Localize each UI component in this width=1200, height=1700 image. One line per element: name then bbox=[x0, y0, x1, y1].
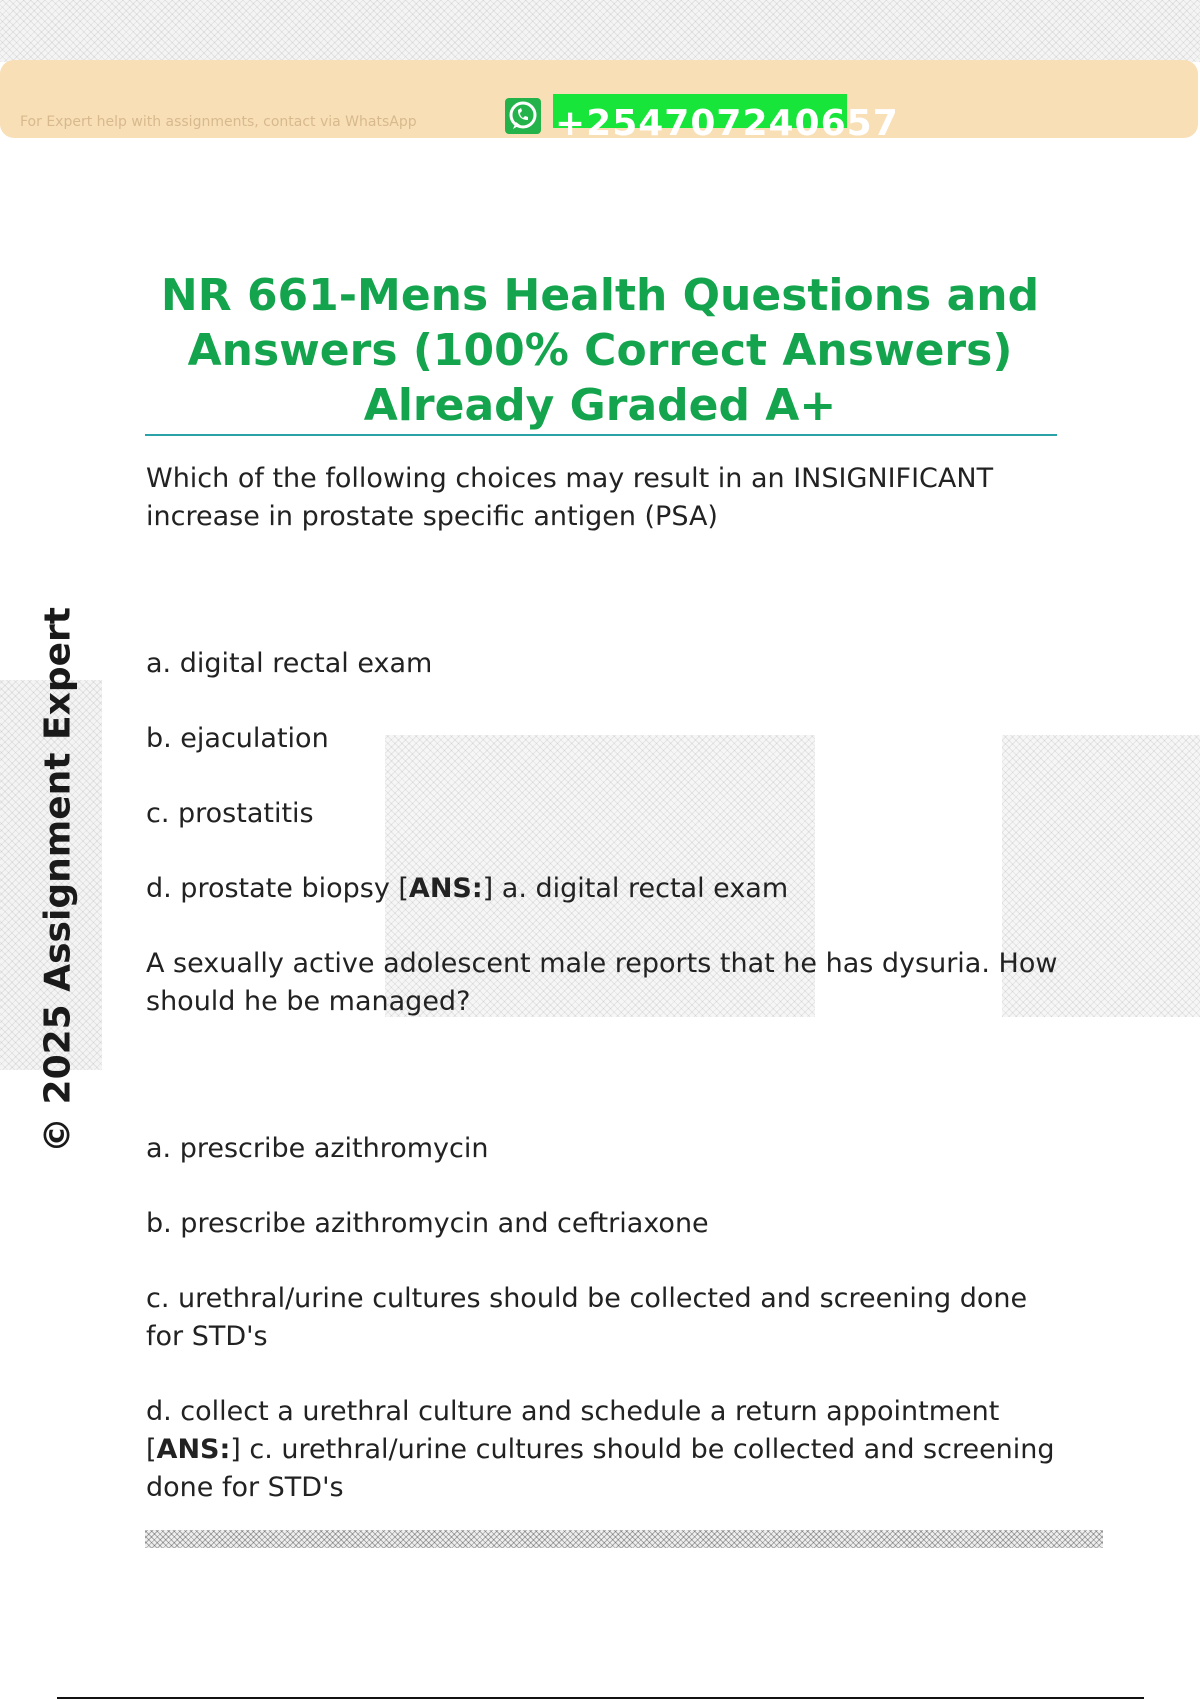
title-divider bbox=[145, 434, 1057, 436]
footer-rule bbox=[57, 1697, 1144, 1699]
question-2-prompt: A sexually active adolescent male reports that he has dysuria. How should he be managed? bbox=[146, 948, 1058, 1017]
question-1-prompt: Which of the following choices may result in an INSIGNIFICANT increase in prostate specific antigen (PSA) bbox=[146, 463, 994, 532]
question-2-option-b: b. prescribe azithromycin and ceftriaxone bbox=[146, 1208, 709, 1239]
question-2-option-d: d. collect a urethral culture and schedule a return appointment bbox=[146, 1396, 1000, 1427]
document-title: NR 661-Mens Health Questions and Answers (100% Correct Answers) Already Graded A+ bbox=[160, 270, 1040, 431]
question-2-option-c: c. urethral/urine cultures should be collected and screening done for STD's bbox=[146, 1283, 1028, 1352]
question-2-option-a: a. prescribe azithromycin bbox=[146, 1133, 489, 1164]
bottom-hatch-divider bbox=[145, 1530, 1103, 1548]
question-2-option-d-with-answer: d. collect a urethral culture and schedule a return appointment [ANS:] c. urethral/urine cultures should be collected and screening done for STD's bbox=[146, 1396, 1055, 1503]
question-1-option-a: a. digital rectal exam bbox=[146, 648, 433, 679]
copyright-watermark: © 2025 Assignment Expert bbox=[37, 607, 79, 1153]
phone-number-box[interactable] bbox=[553, 94, 899, 144]
question-2-answer: c. urethral/urine cultures should be collected and screening done for STD's bbox=[146, 1434, 1055, 1503]
question-1-option-c: c. prostatitis bbox=[146, 798, 314, 829]
answer-tag: ANS: bbox=[156, 1434, 231, 1465]
answer-tag: ANS: bbox=[408, 873, 483, 904]
question-1-option-b: b. ejaculation bbox=[146, 723, 329, 754]
question-1-option-d-with-answer: d. prostate biopsy [ANS:] a. digital rectal exam bbox=[146, 873, 789, 904]
whatsapp-icon[interactable] bbox=[505, 98, 541, 134]
question-1-option-d: d. prostate biopsy bbox=[146, 873, 390, 904]
question-1-answer: a. digital rectal exam bbox=[501, 873, 789, 904]
header-texture bbox=[0, 0, 1200, 62]
phone-number: +254707240657 bbox=[555, 103, 899, 144]
banner-faint-text: For Expert help with assignments, contact via WhatsApp bbox=[20, 114, 417, 130]
